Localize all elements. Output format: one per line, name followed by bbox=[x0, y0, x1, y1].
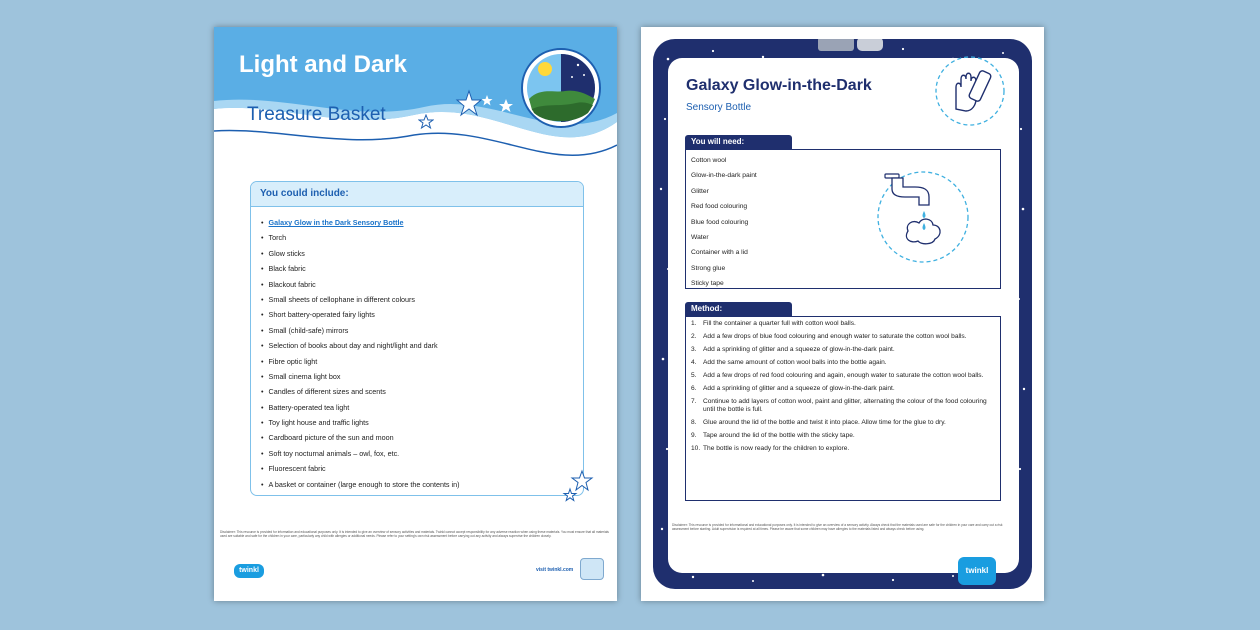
list-item: Glow-in-the-dark paint bbox=[691, 172, 757, 180]
list-item: Red food colouring bbox=[691, 203, 748, 211]
method-step bbox=[691, 419, 992, 427]
sensory-bottle-page bbox=[641, 27, 1044, 601]
list-item: • Cardboard picture of the sun and moon bbox=[261, 430, 583, 445]
list-item: • Torch bbox=[261, 230, 583, 245]
method-step bbox=[691, 333, 992, 341]
list-item: Glitter bbox=[691, 187, 709, 195]
method-step bbox=[691, 359, 992, 367]
twinkl-logo[interactable]: twinkl bbox=[958, 557, 996, 585]
tap-and-cotton-wool-icon bbox=[875, 169, 971, 265]
list-item: • Selection of books about day and night/light and dark bbox=[261, 338, 583, 353]
page-subtitle: Treasure Basket bbox=[247, 104, 386, 125]
hand-holding-bottle-icon bbox=[934, 49, 1006, 129]
list-item: Sticky tape bbox=[691, 280, 724, 288]
list-item: Water bbox=[691, 233, 709, 241]
include-box bbox=[250, 181, 584, 496]
list-item: • Soft toy nocturnal animals – owl, fox, etc. bbox=[261, 446, 583, 461]
step-number: 5. bbox=[691, 372, 697, 379]
step-text: Tape around the lid of the bottle with the sticky tape. bbox=[703, 432, 855, 439]
step-number: 10. bbox=[691, 445, 701, 452]
step-text: Continue to add layers of cotton wool, paint and glitter, alternating the colour of the food colouring until the bottle is full. bbox=[703, 398, 987, 413]
disclaimer-text: Disclaimer: This resource is provided for informational and educational purposes only. It is intended to give an overview of a sensory activity. Always check that the materials used are safe for the children in your care and carry out a risk assessment before starting. Adult supervision is required at all times. Please be aware that some children may have allergies to the materials listed and always check before using. bbox=[672, 523, 1003, 532]
step-number: 8. bbox=[691, 419, 697, 426]
you-will-need-heading: You will need: bbox=[685, 135, 792, 149]
step-text: Add a few drops of red food colouring and again, enough water to saturate the cotton wool balls. bbox=[703, 372, 984, 379]
step-number: 6. bbox=[691, 385, 697, 392]
badge-icon bbox=[580, 558, 604, 580]
list-item: • Battery-operated tea light bbox=[261, 400, 583, 415]
method-list bbox=[686, 317, 1000, 453]
list-item: • Candles of different sizes and scents bbox=[261, 384, 583, 399]
method-step bbox=[691, 372, 992, 380]
method-step bbox=[691, 432, 992, 440]
visit-link[interactable]: visit twinkl.com bbox=[536, 567, 574, 573]
method-step bbox=[691, 398, 992, 414]
twinkl-logo[interactable]: twinkl bbox=[234, 564, 264, 578]
method-heading: Method: bbox=[685, 302, 792, 316]
list-item: • Small cinema light box bbox=[261, 369, 583, 384]
list-item: • A basket or container (large enough to store the contents in) bbox=[261, 477, 583, 492]
step-number: 9. bbox=[691, 432, 697, 439]
list-item: Blue food colouring bbox=[691, 218, 749, 226]
page-title: Light and Dark bbox=[239, 51, 408, 78]
step-text: Add a few drops of blue food colouring and enough water to saturate the cotton wool balls. bbox=[703, 333, 967, 340]
method-step bbox=[691, 385, 992, 393]
include-list bbox=[251, 207, 583, 492]
page-subtitle: Sensory Bottle bbox=[686, 102, 752, 113]
list-item: Strong glue bbox=[691, 264, 726, 272]
page-title: Galaxy Glow-in-the-Dark bbox=[686, 77, 872, 94]
include-heading: You could include: bbox=[251, 182, 583, 207]
list-item: • Small (child-safe) mirrors bbox=[261, 323, 583, 338]
step-text: Add a sprinkling of glitter and a squeeze of glow-in-the-dark paint. bbox=[703, 346, 895, 353]
step-number: 2. bbox=[691, 333, 697, 340]
step-number: 7. bbox=[691, 398, 697, 405]
list-item: • Glow sticks bbox=[261, 246, 583, 261]
star-icon bbox=[562, 469, 594, 505]
star-icon bbox=[454, 89, 524, 129]
method-box bbox=[685, 316, 1001, 501]
step-number: 3. bbox=[691, 346, 697, 353]
list-item[interactable] bbox=[261, 215, 583, 230]
list-item: Cotton wool bbox=[691, 157, 727, 164]
method-step bbox=[691, 445, 992, 453]
list-item: • Fibre optic light bbox=[261, 354, 583, 369]
list-item: • Short battery-operated fairy lights bbox=[261, 307, 583, 322]
day-night-landscape-icon bbox=[520, 47, 602, 129]
list-item: • Blackout fabric bbox=[261, 277, 583, 292]
step-text: Glue around the lid of the bottle and twist it into place. Allow time for the glue to dry. bbox=[703, 419, 946, 426]
list-item: • Toy light house and traffic lights bbox=[261, 415, 583, 430]
star-icon bbox=[418, 114, 434, 130]
treasure-basket-page bbox=[214, 27, 617, 601]
step-text: The bottle is now ready for the children to explore. bbox=[703, 445, 850, 452]
disclaimer-text: Disclaimer: This resource is provided for information and educational purposes only. It is intended to give an overview of sensory activities and materials. Twinkl cannot accept responsibility for any adverse reaction when using these materials. You must ensure that all materials used are suitable and safe for the children in your care, particularly any child with allergies or additional needs. Please refer to your setting's own risk assessment before carrying out any activity and always supervise the children closely. bbox=[220, 530, 609, 539]
list-item: • Small sheets of cellophane in different colours bbox=[261, 292, 583, 307]
sensory-bottle-link[interactable]: Galaxy Glow in the Dark Sensory Bottle bbox=[268, 218, 404, 227]
list-item: • Black fabric bbox=[261, 261, 583, 276]
method-step bbox=[691, 320, 992, 328]
step-number: 4. bbox=[691, 359, 697, 366]
step-text: Add the same amount of cotton wool balls into the bottle again. bbox=[703, 359, 887, 366]
step-text: Fill the container a quarter full with cotton wool balls. bbox=[703, 320, 856, 327]
step-text: Add a sprinkling of glitter and a squeeze of glow-in-the-dark paint. bbox=[703, 385, 895, 392]
step-number: 1. bbox=[691, 320, 697, 327]
list-item: • Fluorescent fabric bbox=[261, 461, 583, 476]
method-step bbox=[691, 346, 992, 354]
list-item: Container with a lid bbox=[691, 249, 748, 257]
